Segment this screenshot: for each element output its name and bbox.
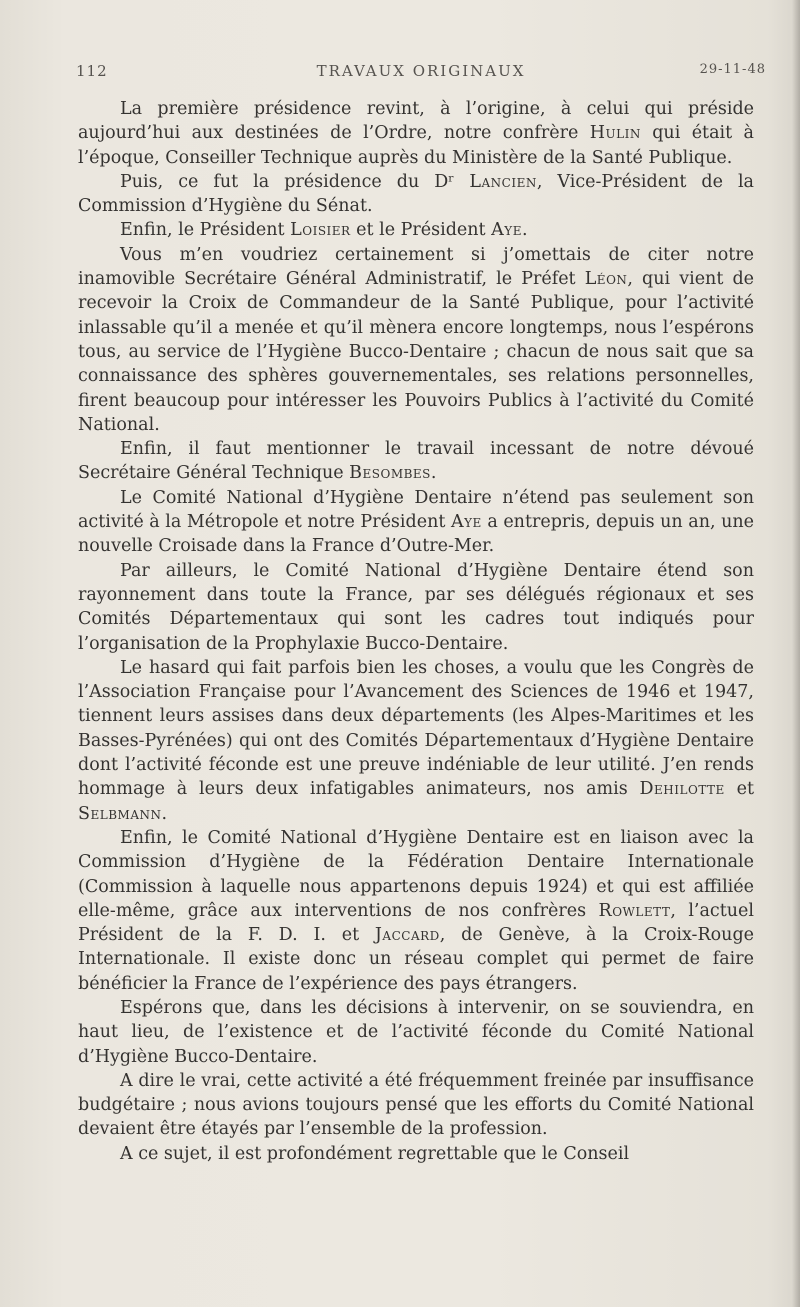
proper-name: Loisier <box>290 220 351 241</box>
paragraph <box>78 97 754 170</box>
proper-name: Lancien <box>469 171 537 192</box>
paragraph-text: . <box>430 463 437 484</box>
paragraph-text: , de Genève, à la Croix-Rouge Internationale. Il existe donc un réseau complet qui permet de faire bénéficier la France de l’expérience des pays étrangers. <box>78 925 755 994</box>
paragraph <box>78 826 754 996</box>
paragraph <box>78 656 754 826</box>
paragraph-text: . <box>161 803 168 824</box>
proper-name: Jaccard <box>374 925 440 946</box>
paragraph-text: Enfin, il faut mentionner le travail incessant de notre dévoué Secrétaire Général Technique <box>78 439 754 484</box>
proper-name: Selbmann <box>78 803 162 824</box>
paragraph <box>78 218 754 242</box>
proper-name: Aye <box>491 220 522 241</box>
paragraph-text: Vous m’en voudriez certainement si j’omettais de citer notre inamovible Secrétaire Général Administratif, le Préfet <box>78 244 754 290</box>
paragraph-text: Le Comité National d’Hygiène Dentaire n’étend pas seulement son activité à la Métropole et notre Président <box>78 487 754 533</box>
paragraph-text: Espérons que, dans les décisions à intervenir, on se souviendra, en haut lieu, de l’existence et de l’activité féconde du Comité National d’Hygiène Bucco-Dentaire. <box>78 997 754 1067</box>
paragraph-text: a entrepris, depuis un an, une nouvelle Croisade dans la France d’Outre-Mer. <box>78 512 754 557</box>
paragraph-text: Le hasard qui fait parfois bien les choses, a voulu que les Congrès de l’Association Française pour l’Avancement des Sciences de 1946 et 1947, tiennent leurs assises dans deux départements (les Alpes-Maritimes et les Basses-Pyrénées) qui ont des Comités Départementaux d’Hygiène Dentaire dont l’activité féconde est une preuve indéniable de leur utilité. J’en rends hommage à leurs deux infatigables animateurs, nos amis <box>78 657 754 800</box>
running-header <box>76 62 766 84</box>
proper-name: Besombes <box>349 463 431 484</box>
paragraph-text: , qui vient de recevoir la Croix de Commandeur de la Santé Publique, pour l’activité inlassable qu’il a menée et qu’il mènera encore longtemps, nous l’espérons tous, au service de l’Hygiène Bucco-Dentaire ; chacun de nous sait que sa connaissance des sphères gouvernementales, ses relations personnelles, firent beaucoup pour intéresser les Pouvoirs Publics à l’activité du Comité National. <box>78 269 755 435</box>
running-title: TRAVAUX ORIGINAUX <box>316 62 526 80</box>
paragraph-text: A ce sujet, il est profondément regrettable que le Conseil <box>120 1143 630 1164</box>
proper-name: Léon <box>584 269 628 290</box>
paragraph <box>78 559 754 656</box>
paragraph-text: Puis, ce fut la présidence du Dʳ <box>120 171 470 192</box>
paragraph-text: , Vice-Président de la Commission d’Hygiène du Sénat. <box>78 171 754 217</box>
page-number: 112 <box>76 62 108 80</box>
paragraph-text: Enfin, le Comité National d’Hygiène Dentaire est en liaison avec la Commission d’Hygiène de la Fédération Dentaire Internationale (Commission à laquelle nous appartenons depuis 1924) et qui est affiliée elle-même, grâce aux interventions de nos confrères <box>78 827 754 921</box>
paragraph <box>78 996 754 1069</box>
paragraph-text: Par ailleurs, le Comité National d’Hygiène Dentaire étend son rayonnement dans toute la France, par ses délégués régionaux et ses Comités Départementaux qui sont les cadres tout indiqués pour l’organisation de la Prophylaxie Bucco-Dentaire. <box>78 560 754 654</box>
page-edge-shadow <box>792 0 800 1307</box>
proper-name: Rowlett <box>598 900 671 921</box>
paragraph <box>78 170 754 219</box>
proper-name: Dehilotte <box>639 779 725 800</box>
paragraph <box>78 243 754 437</box>
paragraph-text: et le Président <box>350 220 492 241</box>
paragraph-text: A dire le vrai, cette activité a été fréquemment freinée par insuffisance budgétaire ; nous avions toujours pensé que les efforts du Comité National devaient être étayés par l’ensemble de la profession. <box>78 1070 754 1140</box>
paragraph <box>78 1069 754 1142</box>
paragraph-text: , l’actuel Président de la F. D. I. et <box>78 900 754 946</box>
proper-name: Aye <box>450 512 482 533</box>
issue-date: 29-11-48 <box>699 62 766 77</box>
paragraph-text: et <box>724 779 754 800</box>
paragraph <box>78 1142 754 1166</box>
paragraph <box>78 437 754 486</box>
paragraph-text: La première présidence revint, à l’origine, à celui qui préside aujourd’hui aux destinées de l’Ordre, notre confrère <box>78 99 754 144</box>
paragraph-text: . <box>521 220 528 241</box>
article-body <box>78 97 754 1166</box>
proper-name: Hulin <box>589 123 641 144</box>
paragraph-text: qui était à l’époque, Conseiller Technique auprès du Ministère de la Santé Publique. <box>78 123 754 168</box>
paragraph <box>78 486 754 559</box>
paragraph-text: Enfin, le Président <box>120 220 291 241</box>
